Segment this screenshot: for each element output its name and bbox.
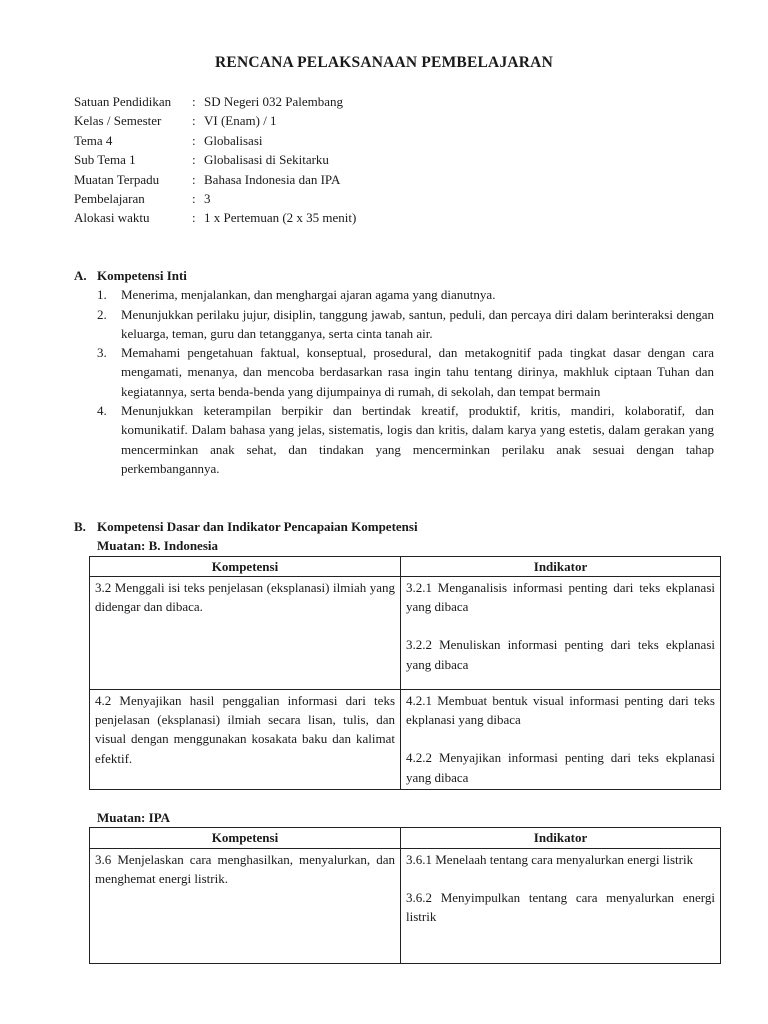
info-label: Muatan Terpadu bbox=[74, 171, 160, 187]
list-number: 1. bbox=[97, 287, 107, 303]
indikator-item: 4.2.2 Menyajikan informasi penting dari teks ekplanasi yang dibaca bbox=[406, 750, 715, 785]
info-row bbox=[74, 208, 356, 227]
list-number: 3. bbox=[97, 345, 107, 361]
info-value: 1 x Pertemuan (2 x 35 menit) bbox=[204, 210, 357, 226]
info-colon: : bbox=[192, 132, 196, 148]
info-value: Globalisasi di Sekitarku bbox=[204, 152, 329, 168]
info-colon: : bbox=[192, 152, 196, 168]
info-row bbox=[74, 189, 356, 208]
table-header-row bbox=[90, 828, 721, 848]
indikator-item: 3.2.2 Menuliskan informasi penting dari teks ekplanasi yang dibaca bbox=[406, 637, 715, 672]
indikator-item: 3.2.1 Menganalisis informasi penting dari teks ekplanasi yang dibaca bbox=[406, 579, 715, 615]
kd-table-bindonesia bbox=[89, 556, 721, 790]
info-row bbox=[74, 92, 356, 111]
info-row bbox=[74, 131, 356, 150]
muatan-label: Muatan: IPA bbox=[97, 810, 171, 826]
info-value: VI (Enam) / 1 bbox=[204, 113, 277, 129]
info-colon: : bbox=[192, 210, 196, 226]
indikator-item: 4.2.1 Membuat bentuk visual informasi penting dari teks ekplanasi yang dibaca bbox=[406, 692, 715, 728]
info-label: Kelas / Semester bbox=[74, 113, 162, 129]
info-label: Tema 4 bbox=[74, 132, 113, 148]
kompetensi-cell: 4.2 Menyajikan hasil penggalian informasi dari teks penjelasan (eksplanasi) ilmiah secara lisan, tulis, dan visual dengan menggunakan kosakata baku dan kalimat efektif. bbox=[90, 689, 401, 789]
table-header-row bbox=[90, 556, 721, 576]
kompetensi-cell: 3.2 Menggali isi teks penjelasan (eksplanasi) ilmiah yang didengar dan dibaca. bbox=[90, 576, 401, 689]
info-label: Satuan Pendidikan bbox=[74, 94, 172, 109]
section-heading bbox=[74, 266, 714, 285]
table-row bbox=[90, 689, 721, 789]
info-value: Bahasa Indonesia dan IPA bbox=[204, 171, 341, 187]
list-item bbox=[74, 401, 714, 478]
kompetensi-cell: 3.6 Menjelaskan cara menghasilkan, menyalurkan, dan menghemat energi listrik. bbox=[90, 848, 401, 963]
info-label: Alokasi waktu bbox=[74, 210, 150, 226]
kompetensi-inti-section bbox=[74, 266, 714, 478]
info-label: Pembelajaran bbox=[74, 190, 145, 206]
list-item bbox=[74, 285, 714, 304]
column-header: Indikator bbox=[401, 556, 721, 576]
info-colon: : bbox=[192, 113, 196, 129]
list-text: Menunjukkan keterampilan berpikir dan bertindak kreatif, produktif, kritis, mandiri, kolaboratif, dan komunikatif. Dalam bahasa yang jelas, sistematis, logis dan kritis, dalam karya yang estetis, dalam gerakan yang mencerminkan anak sehat, dan tindakan yang mencerminkan perilaku anak sesuai dengan tahap perkembangannya. bbox=[121, 403, 714, 476]
section-letter: B. bbox=[74, 519, 86, 534]
muatan-label: Muatan: B. Indonesia bbox=[97, 538, 218, 554]
indikator-cell bbox=[401, 576, 721, 689]
section-title: Kompetensi Dasar dan Indikator Pencapaian Kompetensi bbox=[97, 519, 418, 534]
kompetensi-inti-list bbox=[74, 285, 714, 478]
info-row bbox=[74, 170, 356, 189]
column-header: Kompetensi bbox=[90, 556, 401, 576]
document-title: RENCANA PELAKSANAAN PEMBELAJARAN bbox=[215, 54, 553, 71]
list-text: Memahami pengetahuan faktual, konseptual, prosedural, dan metakognitif pada tingkat dasar dengan cara mengamati, menanya, dan mencoba berdasarkan rasa ingin tahu tentang dirinya, makhluk ciptaan Tuhan dan kegiatannya, serta benda-benda yang dijumpainya di rumah, di sekolah, dan tempat bermain bbox=[121, 345, 714, 399]
indikator-item: 3.6.2 Menyimpulkan tentang cara menyalurkan energi listrik bbox=[406, 889, 715, 925]
list-number: 4. bbox=[97, 403, 107, 419]
kd-table-ipa bbox=[89, 827, 721, 963]
list-text: Menerima, menjalankan, dan menghargai ajaran agama yang dianutnya. bbox=[121, 287, 496, 303]
section-letter: A. bbox=[74, 268, 87, 283]
indikator-cell bbox=[401, 689, 721, 789]
indikator-cell bbox=[401, 848, 721, 963]
identity-block bbox=[74, 92, 356, 228]
table-row bbox=[90, 576, 721, 689]
column-header: Indikator bbox=[401, 828, 721, 848]
info-value: SD Negeri 032 Palembang bbox=[204, 94, 344, 109]
indikator-item: 3.6.1 Menelaah tentang cara menyalurkan energi listrik bbox=[406, 851, 694, 867]
list-number: 2. bbox=[97, 306, 107, 322]
info-colon: : bbox=[192, 94, 196, 109]
info-row bbox=[74, 111, 356, 130]
info-value: 3 bbox=[204, 190, 211, 206]
list-item bbox=[74, 305, 714, 344]
info-value: Globalisasi bbox=[204, 132, 263, 148]
section-title: Kompetensi Inti bbox=[97, 268, 187, 283]
info-colon: : bbox=[192, 190, 196, 206]
section-heading bbox=[74, 517, 719, 536]
info-colon: : bbox=[192, 171, 196, 187]
kompetensi-dasar-section bbox=[74, 517, 719, 964]
table-row bbox=[90, 848, 721, 963]
info-row bbox=[74, 150, 356, 169]
list-text: Menunjukkan perilaku jujur, disiplin, tanggung jawab, santun, peduli, dan percaya diri dalam berinteraksi dengan keluarga, teman, guru dan tetangganya, serta cinta tanah air. bbox=[121, 306, 714, 341]
info-label: Sub Tema 1 bbox=[74, 152, 136, 168]
column-header: Kompetensi bbox=[90, 828, 401, 848]
list-item bbox=[74, 343, 714, 401]
